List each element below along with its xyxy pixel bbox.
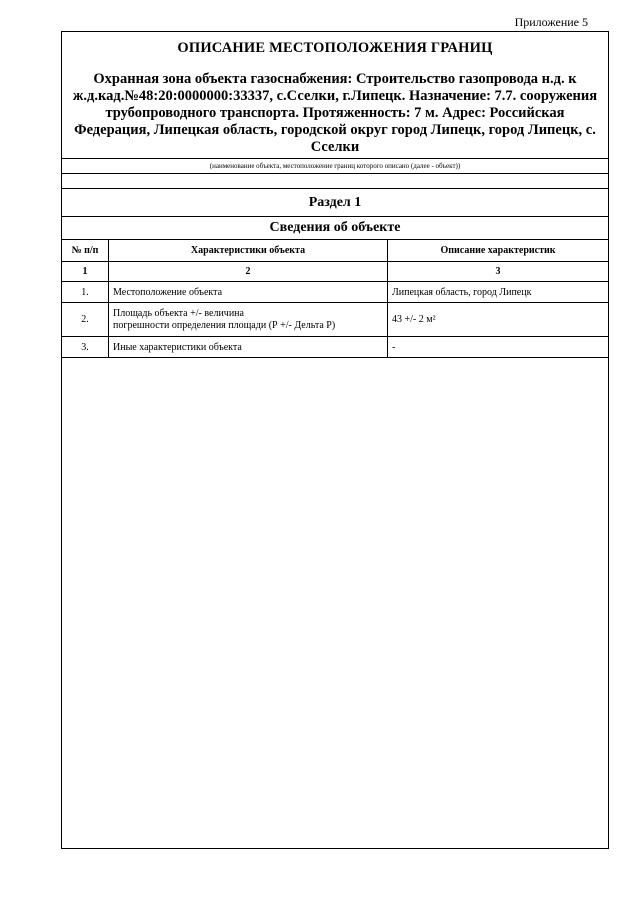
row-description: - bbox=[388, 337, 609, 358]
table-row bbox=[62, 303, 608, 337]
row-num: 1. bbox=[62, 282, 109, 303]
object-name-note: (наименование объекта, местоположение границ которого описано (далее - объект)) bbox=[62, 158, 608, 174]
object-info-table bbox=[62, 240, 608, 358]
document-frame bbox=[61, 31, 609, 849]
row-num: 2. bbox=[62, 303, 109, 337]
col-number-2: 2 bbox=[109, 262, 388, 282]
col-number-1: 1 bbox=[62, 262, 109, 282]
header-description: Описание характеристик bbox=[388, 240, 609, 262]
row-characteristic-line1: Площадь объекта +/- величина bbox=[113, 307, 244, 319]
row-description: Липецкая область, город Липецк bbox=[388, 282, 609, 303]
row-characteristic: Иные характеристики объекта bbox=[109, 337, 388, 358]
table-row bbox=[62, 282, 608, 303]
header-num: № п/п bbox=[62, 240, 109, 262]
row-characteristic-line2: погрешности определения площади (Р +/- Дельта Р) bbox=[113, 319, 336, 331]
table-row bbox=[62, 337, 608, 358]
table-header-row bbox=[62, 240, 608, 262]
row-characteristic: Местоположение объекта bbox=[109, 282, 388, 303]
row-num: 3. bbox=[62, 337, 109, 358]
appendix-label: Приложение 5 bbox=[514, 15, 588, 29]
document-title: ОПИСАНИЕ МЕСТОПОЛОЖЕНИЯ ГРАНИЦ bbox=[177, 40, 493, 56]
section-title: Раздел 1 bbox=[62, 188, 608, 217]
header-characteristics: Характеристики объекта bbox=[109, 240, 388, 262]
object-name: Охранная зона объекта газоснабжения: Строительство газопровода н.д. к ж.д.кад.№48:20:0000000:33337, с.Сселки, г.Липецк. Назначение: 7.7. сооружения трубопроводного транспорта. Протяженность: 7 м. Адрес: Российская Федерация, Липецкая область, городской округ город Липецк, город Липецк, с. Сселки bbox=[72, 71, 598, 155]
column-number-row bbox=[62, 262, 608, 282]
col-number-3: 3 bbox=[388, 262, 609, 282]
info-title: Сведения об объекте bbox=[62, 217, 608, 240]
row-description: 43 +/- 2 м² bbox=[388, 303, 609, 337]
row-characteristic bbox=[109, 303, 388, 337]
